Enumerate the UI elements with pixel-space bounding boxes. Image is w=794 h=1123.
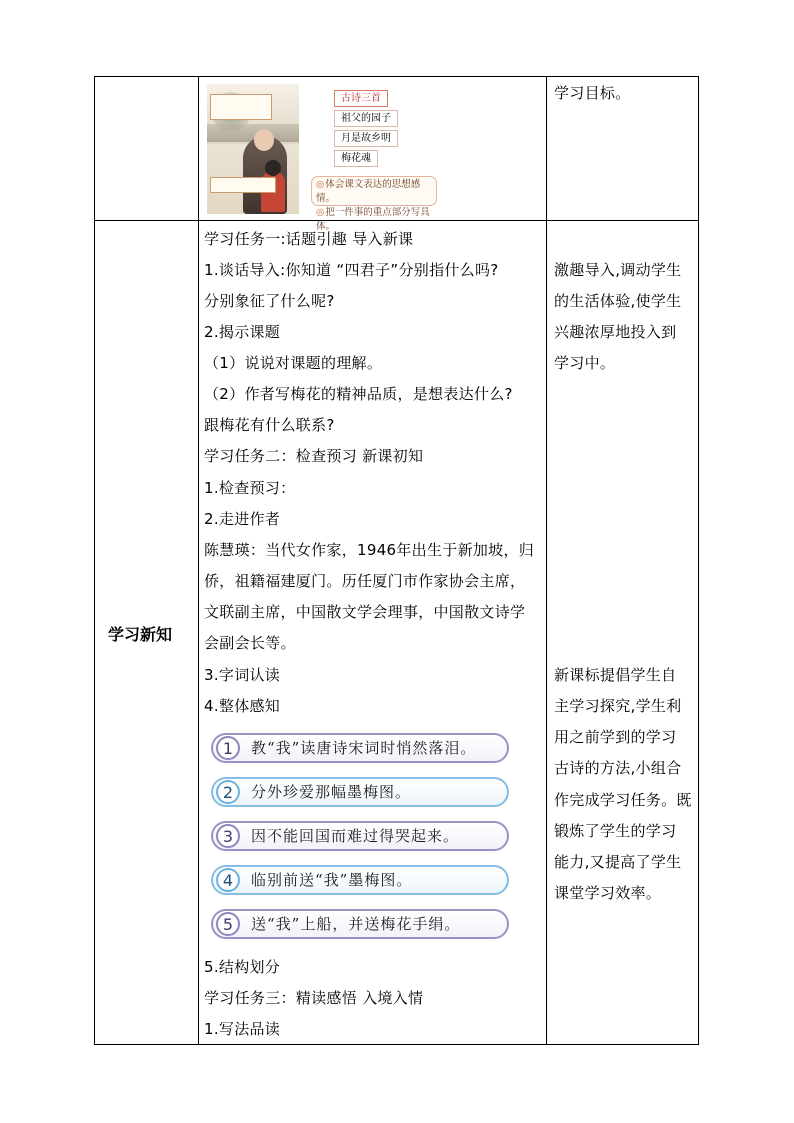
lesson-line: 学习任务二：检查预习 新课初知 [204,447,424,465]
lesson-title-3: 月是故乡明 [334,130,398,147]
design-note: 能力,又提高了学生 [554,853,682,871]
design-note: 兴趣浓厚地投入到 [554,323,677,341]
lesson-line: 1.检查预习： [204,479,296,497]
summary-item-text: 送“我”上船，并送梅花手绢。 [251,915,461,933]
item-number-circle: 3 [216,824,240,848]
illustration-note-bottom [210,177,276,193]
bullet-icon: ◎ [316,207,325,218]
lesson-line: 2.揭示课题 [204,323,281,341]
top-right-note: 学习目标。 [554,84,631,102]
summary-item [211,777,509,807]
lesson-line: 2.走进作者 [204,510,281,528]
design-note: 作完成学习任务。既 [554,791,692,809]
design-note: 激趣导入,调动学生 [554,261,682,279]
design-note: 新课标提倡学生自 [554,666,677,684]
textbook-illustration [207,84,299,214]
illustration-grandfather-head [254,129,274,151]
unit-goal-2: 把一件事的重点部分写具体。 [316,207,430,232]
summary-item-text: 教“我”读唐诗宋词时悄然落泪。 [251,739,477,757]
lesson-line: 1.谈话导入:你知道 “四君子”分别指什么吗? [204,261,499,279]
design-note: 的生活体验,使学生 [554,292,682,310]
lesson-line: 陈慧瑛：当代女作家，1946年出生于新加坡，归 [204,541,535,559]
lesson-line: 侨，祖籍福建厦门。历任厦门市作家协会主席， [204,572,526,590]
illustration-child-head [265,160,281,176]
summary-item [211,733,509,763]
lesson-title-1: 古诗三首 [334,90,388,107]
summary-item-text: 临别前送“我”墨梅图。 [251,871,413,889]
lesson-line: 4.整体感知 [204,697,281,715]
lesson-line: 跟梅花有什么联系? [204,416,335,434]
design-note: 课堂学习效率。 [554,884,662,902]
lesson-line: （2）作者写梅花的精神品质，是想表达什么? [204,385,513,403]
illustration-note [210,94,272,120]
bullet-icon: ◎ [316,179,325,190]
table-col-divider-1 [198,76,199,1045]
item-number-circle: 2 [216,780,240,804]
design-note: 主学习探究,学生利 [554,697,682,715]
lesson-line: 1.写法品读 [204,1020,281,1038]
lesson-line: 学习任务三：精读感悟 入境入情 [204,989,424,1007]
item-number-circle: 1 [216,736,240,760]
lesson-title-4: 梅花魂 [334,150,378,167]
unit-goal-1: 体会课文表达的思想感情。 [316,179,421,204]
lesson-line: （1）说说对课题的理解。 [204,354,383,372]
design-note: 学习中。 [554,354,616,372]
table-col-divider-2 [546,76,547,1045]
section-label: 学习新知 [108,625,173,644]
unit-goals-box [311,176,437,232]
summary-item [211,865,509,895]
table-border-right [698,76,699,1045]
design-note: 用之前学到的学习 [554,728,677,746]
lesson-line: 5.结构划分 [204,958,281,976]
table-border-bottom [94,1044,699,1045]
table-border-top [94,76,699,77]
item-number-circle: 4 [216,868,240,892]
lesson-line: 3.字词认读 [204,666,281,684]
summary-item-text: 分外珍爱那幅墨梅图。 [251,783,412,801]
lesson-title-2: 祖父的园子 [334,110,398,127]
design-note: 古诗的方法,小组合 [554,759,682,777]
lesson-line: 分别象征了什么呢? [204,292,335,310]
item-number-circle: 5 [216,912,240,936]
design-note: 锻炼了学生的学习 [554,822,677,840]
table-border-left [94,76,95,1045]
lesson-line: 会副会长等。 [204,634,296,652]
summary-item-text: 因不能回国而难过得哭起来。 [251,827,460,845]
summary-item [211,821,509,851]
lesson-line: 文联副主席，中国散文学会理事，中国散文诗学 [204,603,526,621]
lesson-line: 学习任务一:话题引趣 导入新课 [204,230,414,248]
summary-item [211,909,509,939]
